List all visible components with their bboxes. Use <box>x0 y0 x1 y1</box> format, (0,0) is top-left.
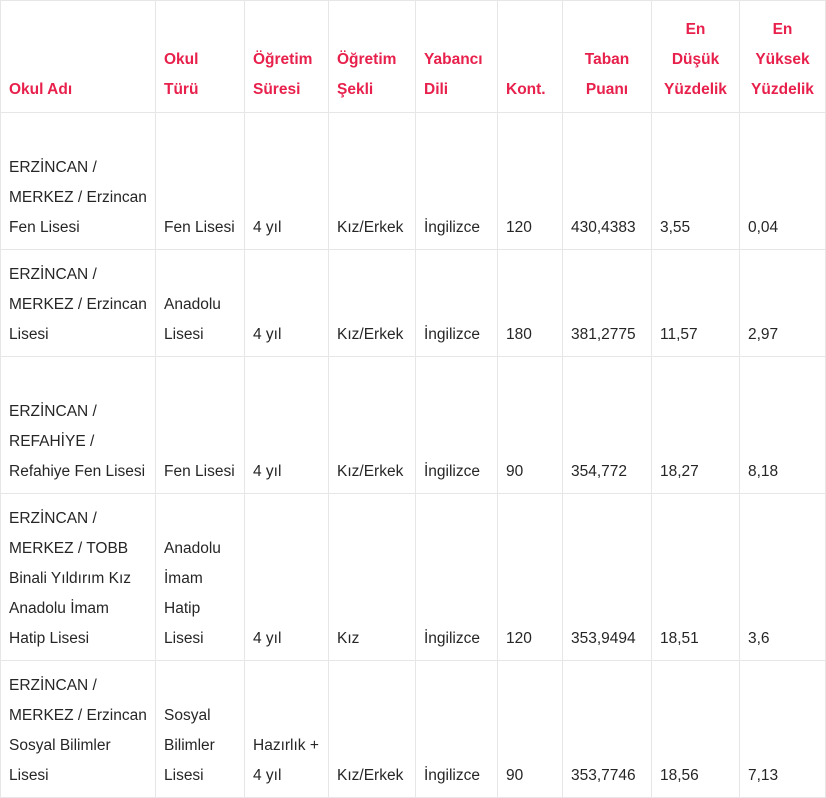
cell-taban-puani: 354,772 <box>563 357 652 494</box>
cell-kont: 120 <box>498 494 563 661</box>
cell-yabanci-dili: İngilizce <box>416 357 498 494</box>
cell-en-dusuk-yuzdelik: 11,57 <box>652 250 740 357</box>
header-ogretim-suresi: Öğretim Süresi <box>245 1 329 113</box>
table-header-row <box>1 1 826 113</box>
cell-taban-puani: 381,2775 <box>563 250 652 357</box>
cell-okul-turu: Anadolu İmam Hatip Lisesi <box>156 494 245 661</box>
cell-yabanci-dili: İngilizce <box>416 494 498 661</box>
cell-ogretim-sekli: Kız/Erkek <box>329 661 416 798</box>
table-row <box>1 113 826 250</box>
cell-ogretim-suresi: Hazırlık + 4 yıl <box>245 661 329 798</box>
cell-taban-puani: 353,9494 <box>563 494 652 661</box>
cell-ogretim-sekli: Kız <box>329 494 416 661</box>
cell-en-yuksek-yuzdelik: 2,97 <box>740 250 826 357</box>
header-ogretim-sekli: Öğretim Şekli <box>329 1 416 113</box>
cell-en-dusuk-yuzdelik: 18,56 <box>652 661 740 798</box>
cell-kont: 90 <box>498 357 563 494</box>
cell-en-yuksek-yuzdelik: 8,18 <box>740 357 826 494</box>
cell-en-dusuk-yuzdelik: 3,55 <box>652 113 740 250</box>
header-kont: Kont. <box>498 1 563 113</box>
cell-ogretim-sekli: Kız/Erkek <box>329 357 416 494</box>
cell-yabanci-dili: İngilizce <box>416 661 498 798</box>
table-row <box>1 357 826 494</box>
table-row <box>1 494 826 661</box>
cell-kont: 90 <box>498 661 563 798</box>
table-row <box>1 661 826 798</box>
cell-okul-adi: ERZİNCAN / MERKEZ / TOBB Binali Yıldırım Kız Anadolu İmam Hatip Lisesi <box>1 494 156 661</box>
cell-okul-turu: Anadolu Lisesi <box>156 250 245 357</box>
cell-okul-adi: ERZİNCAN / MERKEZ / Erzincan Lisesi <box>1 250 156 357</box>
header-yabanci-dili: Yabancı Dili <box>416 1 498 113</box>
cell-en-dusuk-yuzdelik: 18,27 <box>652 357 740 494</box>
header-en-yuksek-yuzdelik: En Yüksek Yüzdelik <box>740 1 826 113</box>
header-okul-turu: Okul Türü <box>156 1 245 113</box>
cell-ogretim-suresi: 4 yıl <box>245 357 329 494</box>
cell-okul-turu: Fen Lisesi <box>156 113 245 250</box>
cell-okul-adi: ERZİNCAN / MERKEZ / Erzincan Fen Lisesi <box>1 113 156 250</box>
header-taban-puani: Taban Puanı <box>563 1 652 113</box>
header-okul-adi: Okul Adı <box>1 1 156 113</box>
cell-en-yuksek-yuzdelik: 3,6 <box>740 494 826 661</box>
header-en-dusuk-yuzdelik: En Düşük Yüzdelik <box>652 1 740 113</box>
cell-okul-turu: Sosyal Bilimler Lisesi <box>156 661 245 798</box>
cell-okul-adi: ERZİNCAN / MERKEZ / Erzincan Sosyal Bilimler Lisesi <box>1 661 156 798</box>
cell-ogretim-sekli: Kız/Erkek <box>329 250 416 357</box>
cell-ogretim-suresi: 4 yıl <box>245 250 329 357</box>
cell-ogretim-sekli: Kız/Erkek <box>329 113 416 250</box>
cell-taban-puani: 430,4383 <box>563 113 652 250</box>
cell-kont: 180 <box>498 250 563 357</box>
cell-taban-puani: 353,7746 <box>563 661 652 798</box>
cell-kont: 120 <box>498 113 563 250</box>
cell-ogretim-suresi: 4 yıl <box>245 494 329 661</box>
cell-ogretim-suresi: 4 yıl <box>245 113 329 250</box>
cell-en-dusuk-yuzdelik: 18,51 <box>652 494 740 661</box>
cell-en-yuksek-yuzdelik: 7,13 <box>740 661 826 798</box>
cell-okul-adi: ERZİNCAN / REFAHİYE / Refahiye Fen Lisesi <box>1 357 156 494</box>
cell-en-yuksek-yuzdelik: 0,04 <box>740 113 826 250</box>
cell-yabanci-dili: İngilizce <box>416 250 498 357</box>
cell-okul-turu: Fen Lisesi <box>156 357 245 494</box>
cell-yabanci-dili: İngilizce <box>416 113 498 250</box>
table-row <box>1 250 826 357</box>
